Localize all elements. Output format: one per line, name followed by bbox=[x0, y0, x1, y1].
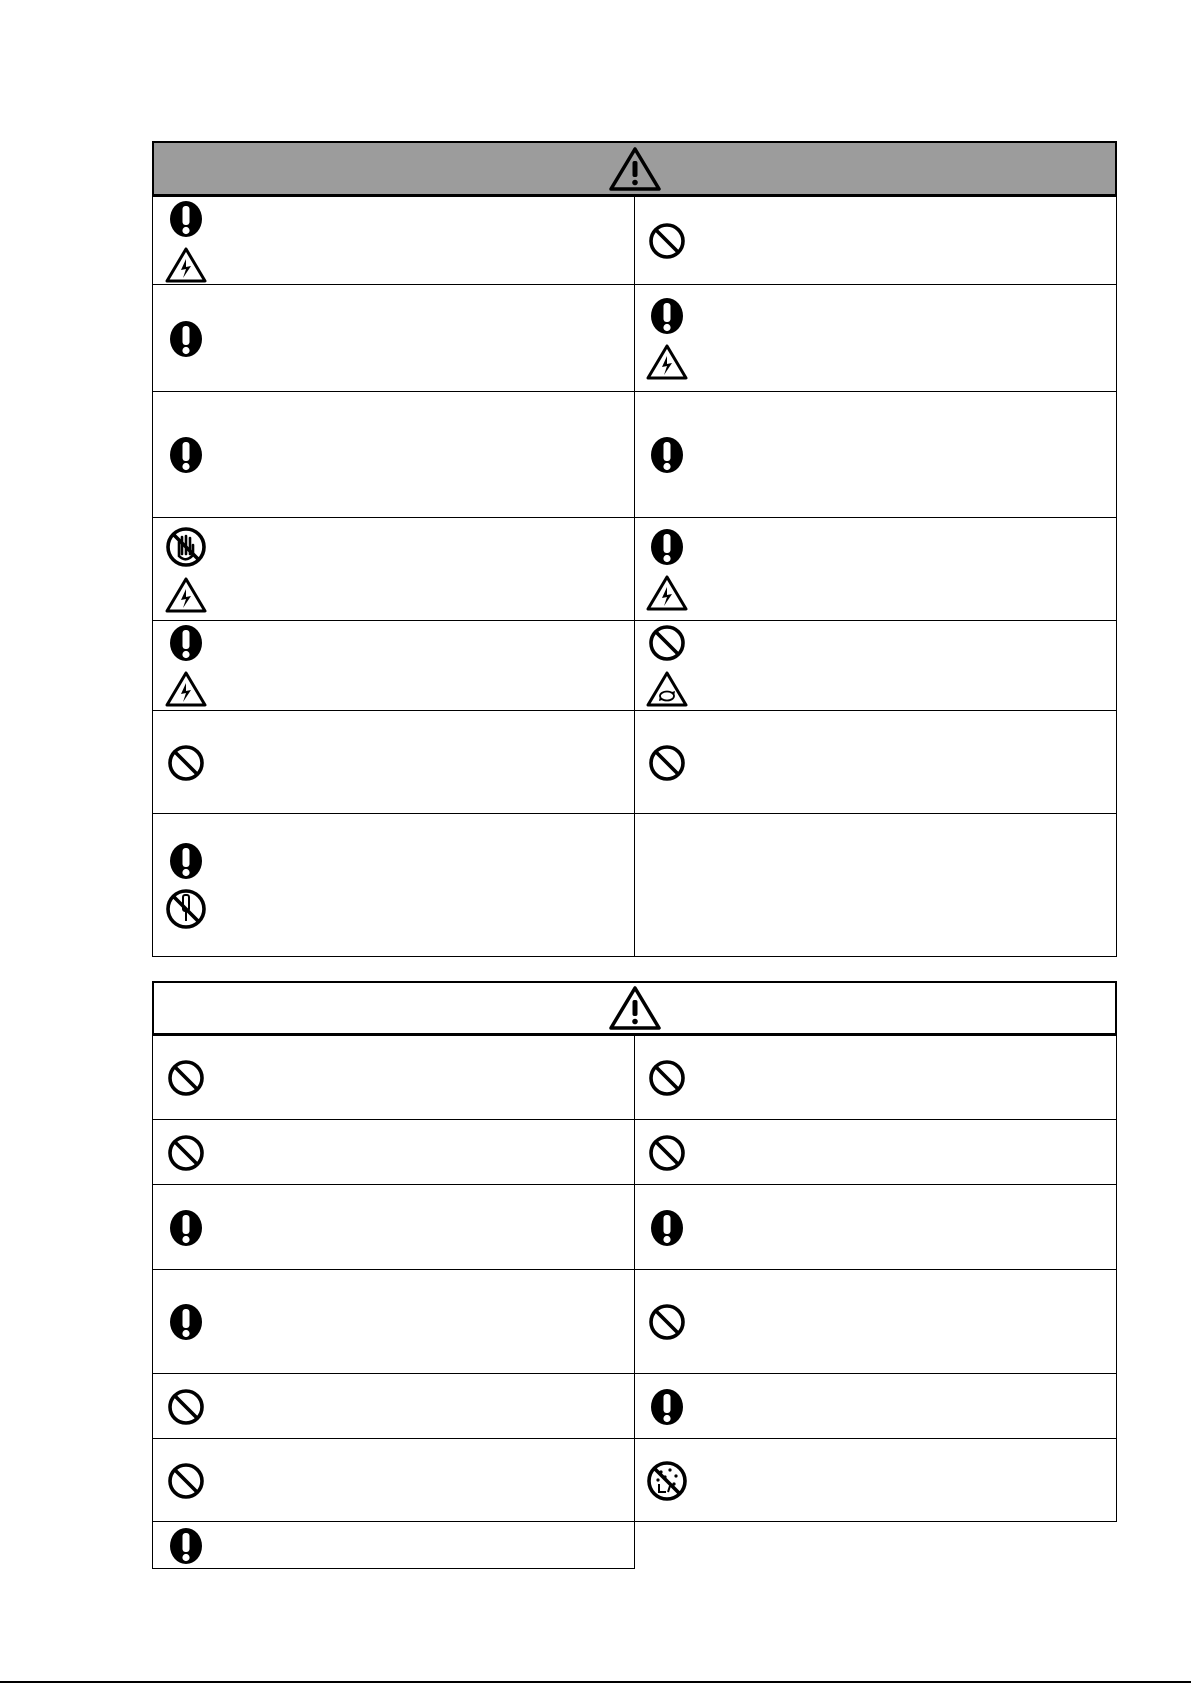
warning-header bbox=[152, 141, 1117, 197]
warning-cell bbox=[152, 197, 635, 285]
warning-cell bbox=[152, 285, 635, 392]
electric-shock-icon bbox=[645, 343, 689, 381]
mandatory-action-icon bbox=[169, 1209, 203, 1247]
caution-cell bbox=[152, 1374, 635, 1439]
mandatory-action-icon bbox=[650, 436, 684, 474]
warning-cell bbox=[152, 814, 635, 957]
mandatory-action-icon bbox=[169, 320, 203, 358]
electric-shock-icon bbox=[164, 576, 208, 614]
electric-shock-icon bbox=[164, 670, 208, 708]
electric-shock-icon bbox=[164, 246, 208, 284]
caution-cell bbox=[152, 1036, 635, 1120]
prohibition-icon bbox=[648, 1134, 686, 1172]
caution-cell bbox=[634, 1270, 1117, 1374]
warning-cell bbox=[152, 392, 635, 518]
mandatory-action-icon bbox=[169, 436, 203, 474]
warning-triangle-icon bbox=[609, 985, 661, 1031]
rotating-parts-icon bbox=[645, 670, 689, 708]
caution-cell bbox=[634, 1374, 1117, 1439]
caution-cell bbox=[634, 1036, 1117, 1120]
mandatory-action-icon bbox=[650, 1388, 684, 1426]
caution-section bbox=[152, 981, 1117, 1569]
no-disassembly-icon bbox=[165, 888, 207, 930]
warning-cell bbox=[634, 285, 1117, 392]
page-bottom-rule bbox=[0, 1681, 1191, 1683]
prohibition-icon bbox=[167, 1388, 205, 1426]
prohibition-icon bbox=[167, 1134, 205, 1172]
caution-cell bbox=[152, 1522, 635, 1569]
warning-cell bbox=[152, 711, 635, 814]
warning-section bbox=[152, 141, 1117, 957]
no-water-icon bbox=[646, 1460, 688, 1502]
caution-cell bbox=[152, 1185, 635, 1270]
warning-cell bbox=[152, 621, 635, 711]
no-touch-icon bbox=[165, 526, 207, 568]
prohibition-icon bbox=[648, 624, 686, 662]
mandatory-action-icon bbox=[169, 1303, 203, 1341]
prohibition-icon bbox=[648, 222, 686, 260]
caution-cell bbox=[152, 1270, 635, 1374]
caution-cell bbox=[634, 1439, 1117, 1522]
warning-cell bbox=[634, 392, 1117, 518]
prohibition-icon bbox=[648, 1303, 686, 1341]
mandatory-action-icon bbox=[169, 842, 203, 880]
electric-shock-icon bbox=[645, 574, 689, 612]
caution-cell bbox=[152, 1439, 635, 1522]
warning-cell bbox=[634, 197, 1117, 285]
warning-cell bbox=[152, 518, 635, 621]
caution-header bbox=[152, 981, 1117, 1036]
mandatory-action-icon bbox=[650, 297, 684, 335]
warning-cell bbox=[634, 711, 1117, 814]
warning-triangle-icon bbox=[609, 146, 661, 192]
warning-cell bbox=[634, 621, 1117, 711]
mandatory-action-icon bbox=[169, 200, 203, 238]
prohibition-icon bbox=[648, 744, 686, 782]
caution-cell bbox=[634, 1185, 1117, 1270]
caution-cell bbox=[634, 1120, 1117, 1185]
prohibition-icon bbox=[167, 1462, 205, 1500]
mandatory-action-icon bbox=[169, 624, 203, 662]
warning-cell bbox=[634, 518, 1117, 621]
prohibition-icon bbox=[167, 1059, 205, 1097]
prohibition-icon bbox=[648, 1059, 686, 1097]
mandatory-action-icon bbox=[169, 1527, 203, 1565]
caution-cell bbox=[152, 1120, 635, 1185]
mandatory-action-icon bbox=[650, 1209, 684, 1247]
mandatory-action-icon bbox=[650, 528, 684, 566]
prohibition-icon bbox=[167, 744, 205, 782]
warning-cell bbox=[634, 814, 1117, 957]
